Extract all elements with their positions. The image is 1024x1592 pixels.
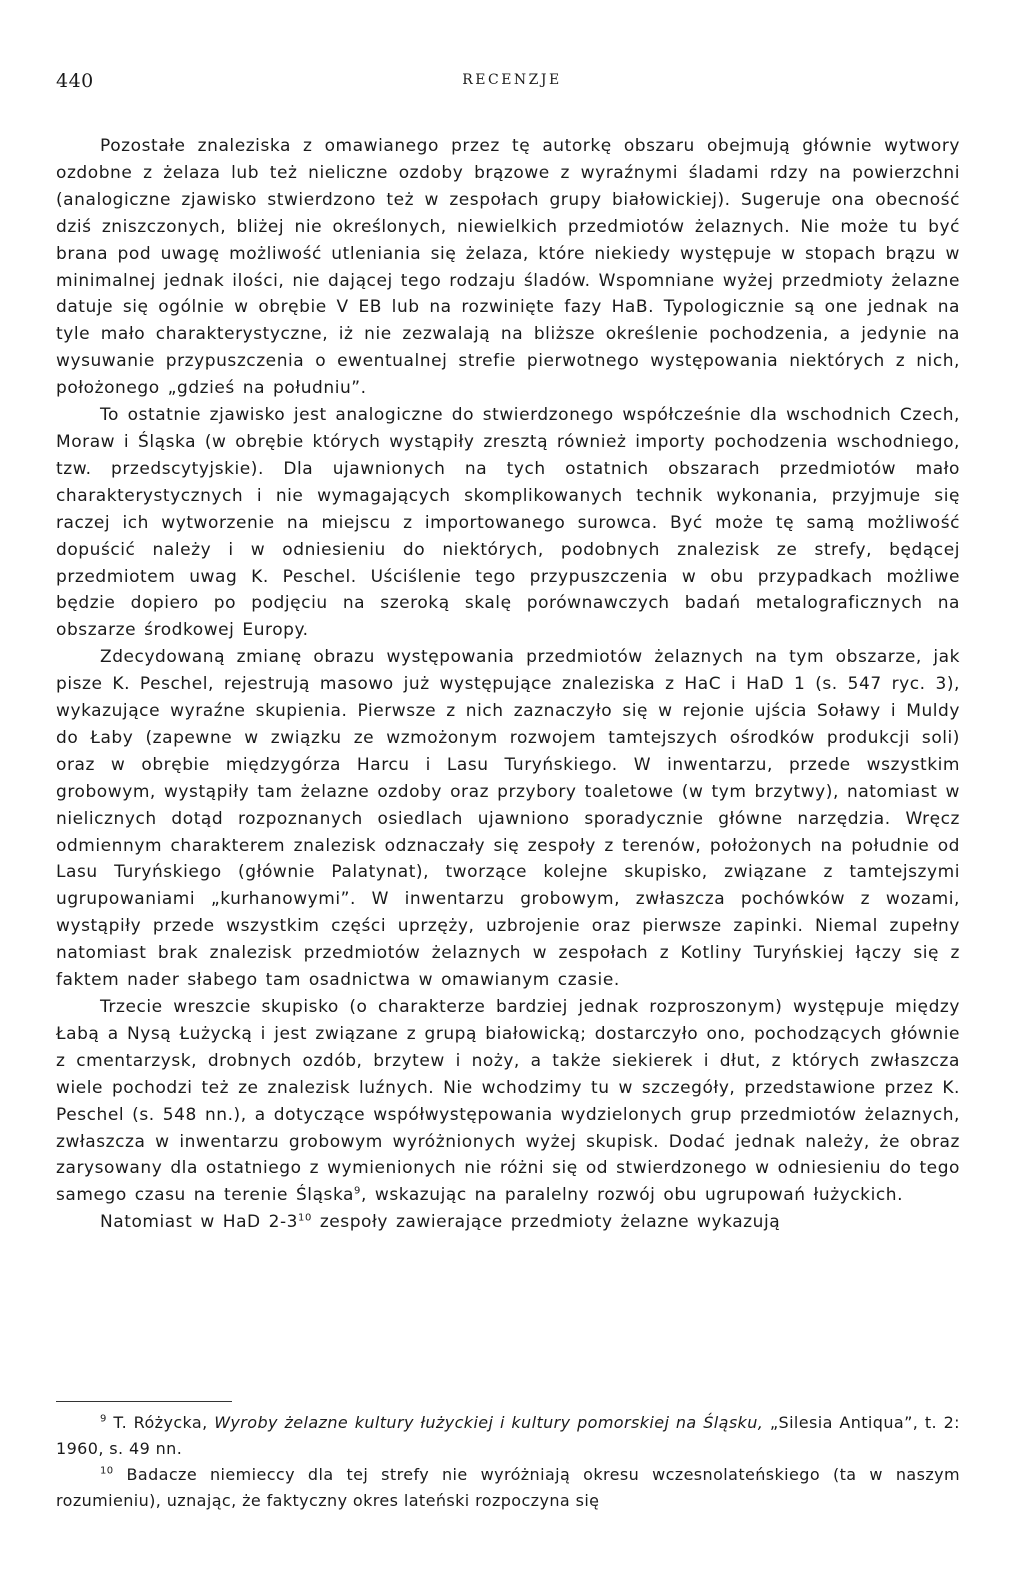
paragraph	[56, 1209, 960, 1236]
paragraph: Pozostałe znaleziska z omawianego przez tę autorkę obszaru obejmują głównie wytwory ozdobne z żelaza lub też nieliczne ozdoby brązowe z wyraźnymi śladami rdzy na powierzchni (analogiczne zjawisko stwierdzono też w zespołach grupy białowickiej). Sugeruje ona obecność dziś zniszczonych, bliżej nie określonych, niewielkich przedmiotów żelaznych. Nie może tu być brana pod uwagę możliwość utleniania się żelaza, które niekiedy występuje w stopach brązu w minimalnej jednak ilości, nie dającej tego rodzaju śladów. Wspomniane wyżej przedmioty żelazne datuje się ogólnie w obrębie V EB lub na rozwinięte fazy HaB. Typologicznie są one jednak na tyle mało charakterystyczne, iż nie zezwalają na bliższe określenie pochodzenia, a jedynie na wysuwanie przypuszczenia o ewentualnej strefie pierwotnego występowania niektórych z nich, położonego „gdzieś na południu”.	[56, 136, 960, 399]
body-text	[56, 133, 960, 1236]
footnote-ref: 9	[354, 1185, 361, 1197]
running-head: RECENZJE	[462, 72, 562, 88]
footnote-text: Badacze niemieccy dla tej strefy nie wyróżniają okresu wczesnolateńskiego (ta w naszym rozumieniu), uznając, że faktyczny okres lateński rozpoczyna się	[56, 1465, 960, 1510]
footnote-author: T. Różycka,	[113, 1413, 208, 1432]
paragraph-text: zespoły zawierające przedmioty żelazne wykazują	[311, 1212, 781, 1233]
footnote-number: 10	[100, 1465, 114, 1477]
footnote-rule	[56, 1401, 232, 1402]
footnote-source: „Silesia Antiqua”, t. 2: 1960, s. 49 nn.	[56, 1413, 960, 1458]
footnotes	[56, 1410, 960, 1514]
footnote	[56, 1410, 960, 1462]
paragraph-text: , wskazując na paralelny rozwój obu ugrupowań łużyckich.	[360, 1185, 904, 1206]
paragraph: To ostatnie zjawisko jest analogiczne do stwierdzonego współcześnie dla wschodnich Czech, Moraw i Śląska (w obrębie których wystąpiły zresztą również importy pochodzenia wschodniego, tzw. przedscytyjskie). Dla ujawnionych na tych ostatnich obszarach przedmiotów mało charakterystycznych i nie wymagających skomplikowanych technik wykonania, przyjmuje się raczej ich wytworzenie na miejscu z importowanego surowca. Być może tę samą możliwość dopuścić należy i w odniesieniu do niektórych, podobnych znalezisk ze strefy, będącej przedmiotem uwag K. Peschel. Uściślenie tego przypuszczenia w obu przypadkach możliwe będzie dopiero po podjęciu na szeroką skalę porównawczych badań metalograficznych na obszarze środkowej Europy.	[56, 405, 960, 641]
paragraph: Zdecydowaną zmianę obrazu występowania przedmiotów żelaznych na tym obszarze, jak pisze K. Peschel, rejestrują masowo już występujące znaleziska z HaC i HaD 1 (s. 547 ryc. 3), wykazujące wyraźne skupienia. Pierwsze z nich zaznaczyło się w rejonie ujścia Soławy i Muldy do Łaby (zapewne w związku ze wzmożonym rozwojem tamtejszych ośrodków produkcji soli) oraz w obrębie międzygórza Harcu i Lasu Turyńskiego. W inwentarzu, przede wszystkim grobowym, wystąpiły tam żelazne ozdoby oraz przybory toaletowe (w tym brzytwy), natomiast w nielicznych dotąd rozpoznanych osiedlach ujawniono sporadycznie główne narzędzia. Wręcz odmiennym charakterem znalezisk odznaczały się zespoły z terenów, położonych na południe od Lasu Turyńskiego (głównie Palatynat), tworzące kolejne skupisko, związane z tamtejszymi ugrupowaniami „kurhanowymi”. W inwentarzu grobowym, zwłaszcza pochówków z wozami, wystąpiły przede wszystkim części uprzęży, uzbrojenie oraz pierwsze zapinki. Niemal zupełny natomiast brak znalezisk przedmiotów żelaznych w zespołach z Kotliny Turyńskiej łączy się z faktem nader słabego tam osadnictwa w omawianym czasie.	[56, 647, 960, 991]
paragraph	[56, 994, 960, 1209]
page-number: 440	[56, 70, 94, 92]
footnote-number: 9	[100, 1413, 107, 1425]
page-header	[56, 70, 968, 94]
paragraph-text: Trzecie wreszcie skupisko (o charakterze bardziej jednak rozproszonym) występuje między Łabą a Nysą Łużycką i jest związane z grupą białowicką; dostarczyło ono, pochodzących głównie z cmentarzysk, drobnych ozdób, brzytew i noży, a także siekierek i dłut, z których zwłaszcza wiele pochodzi też ze znalezisk luźnych. Nie wchodzimy tu w szczegóły, przedstawione przez K. Peschel (s. 548 nn.), a dotyczące współwystępowania wydzielonych grup przedmiotów żelaznych, zwłaszcza w inwentarzu grobowym wyróżnionych wyżej skupisk. Dodać jednak należy, że obraz zarysowany dla ostatniego z wymienionych nie różni się od stwierdzonego w odniesieniu do tego samego czasu na terenie Śląska	[56, 997, 960, 1206]
footnote	[56, 1462, 960, 1514]
paragraph-text: Natomiast w HaD 2-3	[100, 1212, 299, 1233]
footnote-ref: 10	[298, 1212, 312, 1224]
footnote-title: Wyroby żelazne kultury łużyckiej i kultury pomorskiej na Śląsku,	[214, 1413, 764, 1432]
